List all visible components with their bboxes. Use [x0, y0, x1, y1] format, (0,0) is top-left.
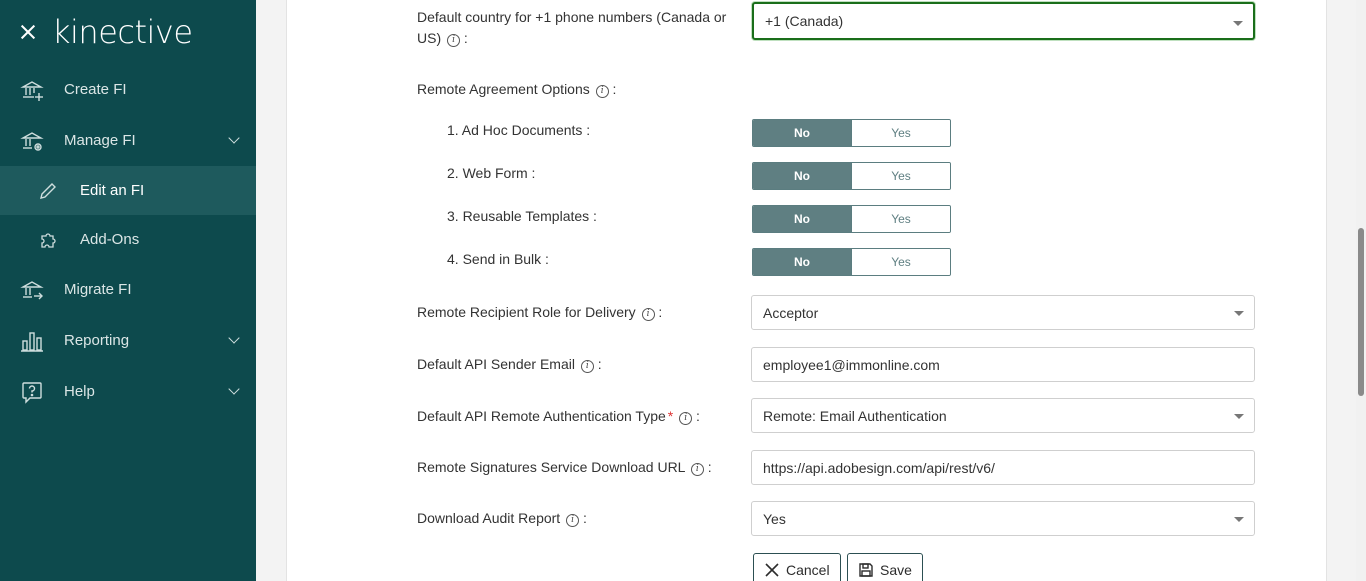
puzzle-icon: [38, 230, 58, 250]
caret-down-icon: [1234, 311, 1244, 316]
sidebar-item-label: Help: [64, 383, 95, 400]
main-content: [256, 0, 1366, 581]
help-icon: [20, 380, 44, 404]
close-icon[interactable]: [18, 22, 38, 42]
sender-email-row: [417, 354, 747, 375]
bank-migrate-icon: [20, 278, 44, 302]
ad-hoc-toggle[interactable]: [752, 119, 951, 147]
info-icon[interactable]: i: [596, 85, 609, 98]
bulk-toggle[interactable]: [752, 248, 951, 276]
recipient-role-select[interactable]: Acceptor: [751, 295, 1255, 330]
info-icon[interactable]: i: [447, 34, 460, 47]
option-label: 4. Send in Bulk :: [447, 251, 549, 267]
save-icon: [858, 562, 874, 578]
sidebar-item-edit-fi[interactable]: [0, 166, 256, 215]
auth-type-label: Default API Remote Authentication Type * i :: [417, 408, 700, 424]
country-label: Default country for +1 phone numbers (Canada or US) i :: [417, 9, 727, 46]
sidebar-item-label: Add-Ons: [80, 231, 140, 248]
chevron-down-icon: [228, 132, 239, 143]
toggle-no[interactable]: No: [753, 120, 851, 146]
sidebar-item-help[interactable]: [0, 366, 256, 417]
logo: kinective: [52, 13, 193, 51]
toggle-no[interactable]: No: [753, 163, 851, 189]
info-icon[interactable]: i: [566, 514, 579, 527]
option-templates-row: [447, 208, 597, 224]
sidebar-item-create-fi[interactable]: [0, 64, 256, 115]
sidebar-item-label: Reporting: [64, 332, 130, 349]
sidebar-item-label: Manage FI: [64, 132, 136, 149]
web-form-toggle[interactable]: [752, 162, 951, 190]
close-icon: [764, 562, 780, 578]
country-select[interactable]: +1 (Canada): [752, 2, 1255, 40]
caret-down-icon: [1234, 414, 1244, 419]
info-icon[interactable]: i: [679, 412, 692, 425]
save-button[interactable]: Save: [847, 553, 923, 581]
scrollbar[interactable]: [1356, 0, 1366, 581]
caret-down-icon: [1233, 21, 1243, 26]
sidebar-item-add-ons[interactable]: [0, 215, 256, 264]
toggle-no[interactable]: No: [753, 249, 851, 275]
recipient-role-label: Remote Recipient Role for Delivery i :: [417, 304, 663, 320]
info-icon[interactable]: i: [642, 308, 655, 321]
auth-type-select[interactable]: Remote: Email Authentication: [751, 398, 1255, 433]
option-ad-hoc-row: [447, 122, 590, 138]
sidebar-item-label: Create FI: [64, 81, 127, 98]
toggle-no[interactable]: No: [753, 206, 851, 232]
option-web-form-row: [447, 165, 535, 181]
toggle-yes[interactable]: Yes: [851, 249, 950, 275]
templates-toggle[interactable]: [752, 205, 951, 233]
sender-email-label: Default API Sender Email i :: [417, 356, 602, 372]
sidebar-item-manage-fi[interactable]: [0, 115, 256, 166]
toggle-yes[interactable]: Yes: [851, 163, 950, 189]
bar-chart-icon: [20, 329, 44, 353]
sidebar-item-reporting[interactable]: [0, 315, 256, 366]
toggle-yes[interactable]: Yes: [851, 120, 950, 146]
recipient-role-row: [417, 302, 747, 323]
audit-report-select[interactable]: Yes: [751, 501, 1255, 536]
option-bulk-row: [447, 251, 549, 267]
country-row: [417, 7, 747, 49]
sidebar-item-label: Migrate FI: [64, 281, 132, 298]
caret-down-icon: [1234, 517, 1244, 522]
audit-report-label: Download Audit Report i :: [417, 510, 587, 526]
sidebar: [0, 0, 256, 581]
chevron-down-icon: [228, 332, 239, 343]
download-url-label: Remote Signatures Service Download URL i :: [417, 459, 712, 475]
sidebar-header: [0, 0, 256, 64]
required-mark: *: [667, 408, 674, 424]
bank-settings-icon: [20, 129, 44, 153]
sender-email-input[interactable]: employee1@immonline.com: [751, 347, 1255, 382]
option-label: 1. Ad Hoc Documents :: [447, 122, 591, 138]
sidebar-item-migrate-fi[interactable]: [0, 264, 256, 315]
form-card: [286, 0, 1327, 581]
toggle-yes[interactable]: Yes: [851, 206, 950, 232]
scrollbar-thumb[interactable]: [1358, 228, 1364, 396]
remote-agreement-row: [417, 79, 747, 100]
info-icon[interactable]: i: [581, 360, 594, 373]
download-url-input[interactable]: https://api.adobesign.com/api/rest/v6/: [751, 450, 1255, 485]
download-url-row: [417, 457, 747, 478]
info-icon[interactable]: i: [691, 463, 704, 476]
option-label: 2. Web Form :: [447, 165, 536, 181]
chevron-down-icon: [228, 383, 239, 394]
pencil-icon: [38, 181, 58, 201]
bank-add-icon: [20, 78, 44, 102]
option-label: 3. Reusable Templates :: [447, 208, 597, 224]
cancel-button[interactable]: Cancel: [753, 553, 841, 581]
sidebar-item-label: Edit an FI: [80, 182, 145, 199]
audit-report-row: [417, 508, 747, 529]
auth-type-row: [417, 406, 747, 427]
remote-agreement-label: Remote Agreement Options i :: [417, 81, 617, 97]
